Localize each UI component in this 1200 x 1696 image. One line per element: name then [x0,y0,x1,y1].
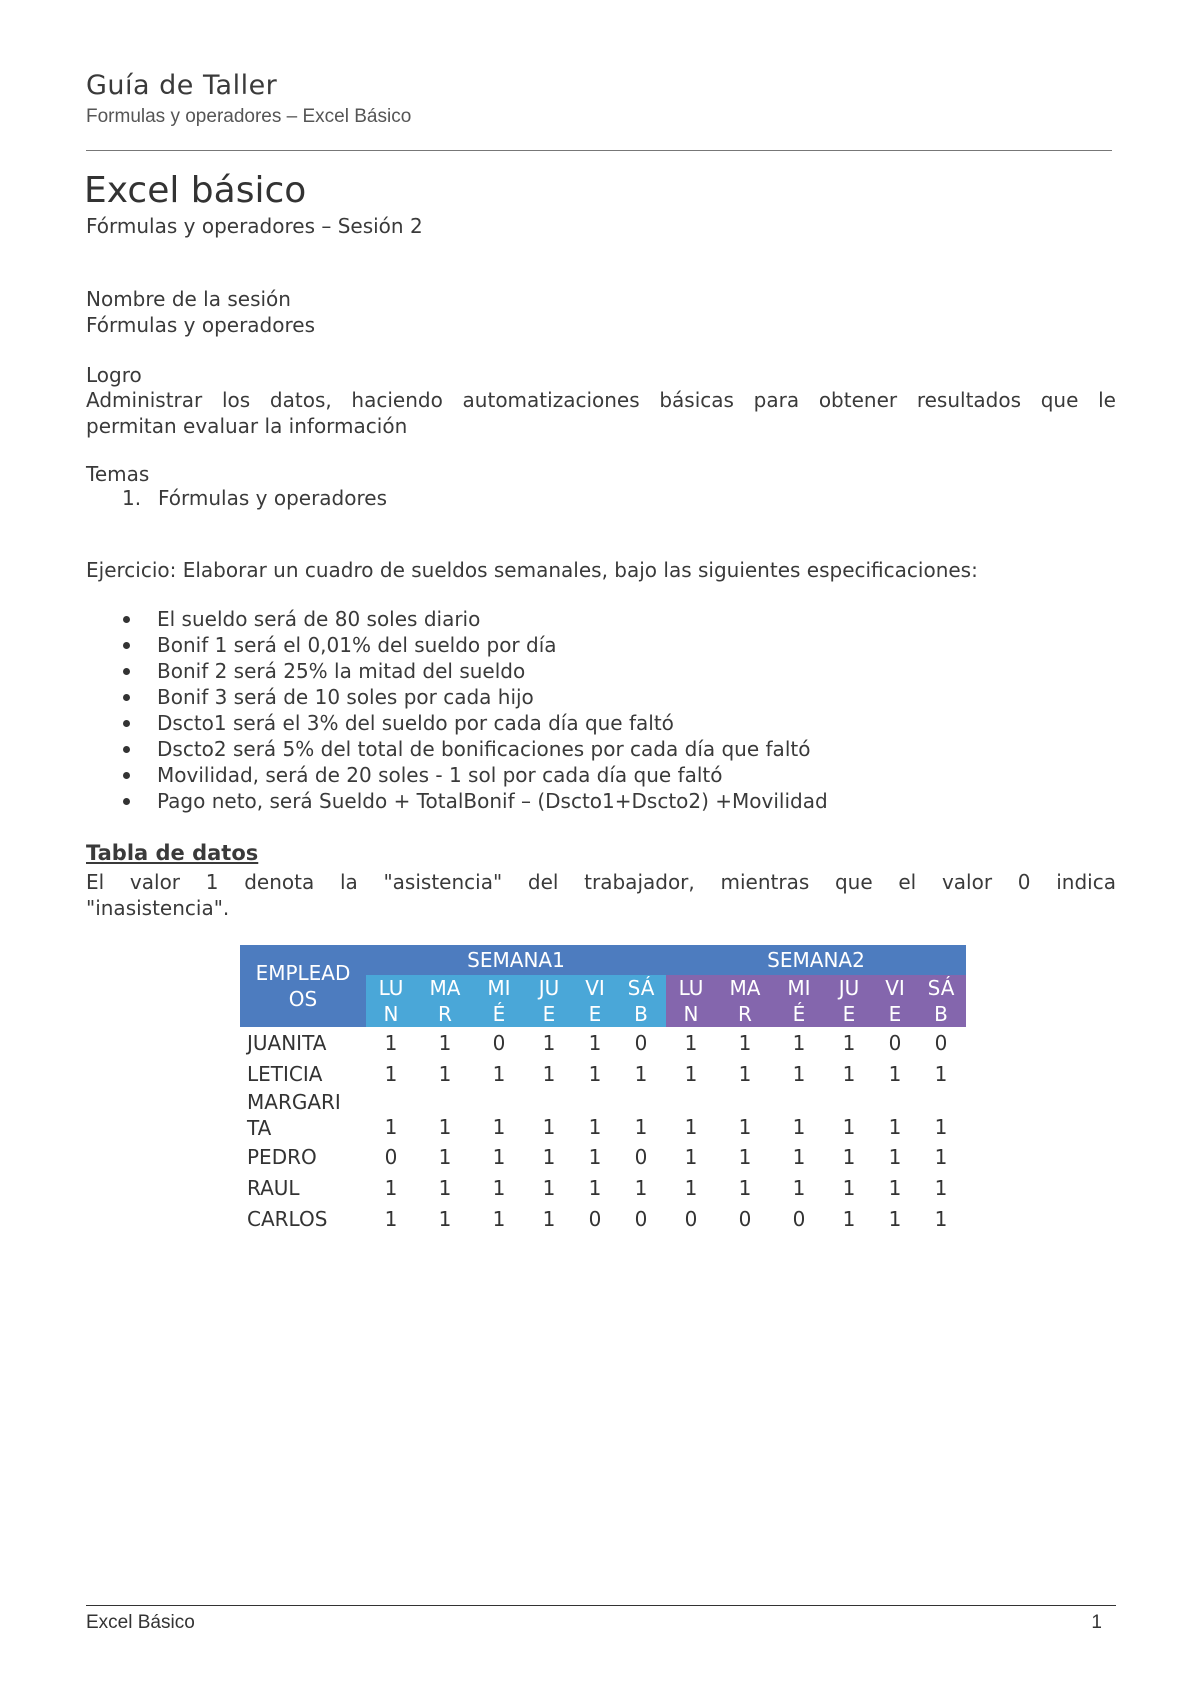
topic-text: Fórmulas y operadores [158,486,387,510]
exercise-intro: Ejercicio: Elaborar un cuadro de sueldos semanales, bajo las siguientes especificaciones: [86,558,978,582]
attendance-cell: 1 [588,1175,602,1200]
attendance-cell: 1 [438,1061,452,1086]
attendance-cell: 1 [792,1175,806,1200]
attendance-cell: 1 [792,1115,806,1139]
day-header [716,975,774,1027]
list-item: Bonif 2 será 25% la mitad del sueldo [120,658,828,684]
cell-text-part: E [888,1002,902,1026]
list-item: Dscto2 será 5% del total de bonificaciones por cada día que faltó [120,736,828,762]
bullet-icon [123,694,130,701]
goal-text-line2: permitan evaluar la información [86,414,408,438]
attendance-cell: 0 [492,1030,506,1055]
attendance-cell: 0 [588,1206,602,1231]
day-header [666,975,716,1027]
attendance-cell: 0 [384,1144,398,1169]
goal-text-line1: Administrar los datos, haciendo automatizaciones básicas para obtener resultados que le [86,388,1116,412]
week1-header: SEMANA1 [366,945,666,975]
cell-text-part: JU [838,976,860,1000]
attendance-cell: 1 [542,1030,556,1055]
bullet-icon [123,746,130,753]
day-header [616,975,666,1027]
session-label: Nombre de la sesión [86,287,291,311]
guide-title: Guía de Taller [86,70,278,101]
header-divider [86,150,1112,151]
attendance-cell: 1 [842,1115,856,1139]
attendance-cell: 1 [934,1115,948,1139]
bullet-icon [123,642,130,649]
topic-item [122,485,387,511]
attendance-cell: 1 [634,1061,648,1086]
table-row [240,1058,966,1089]
footer-text: Excel Básico [86,1612,195,1633]
cell-text-part: LU [378,976,404,1000]
page-number: 1 [1091,1612,1102,1633]
attendance-cell: 1 [492,1175,506,1200]
attendance-cell: 1 [384,1175,398,1200]
cell-text-part: MA [429,976,461,1000]
cell-text-part: JU [538,976,560,1000]
attendance-cell: 1 [888,1206,902,1231]
attendance-cell: 1 [492,1115,506,1139]
attendance-cell: 1 [384,1030,398,1055]
cell-text-part: VI [885,976,905,1000]
attendance-cell: 1 [738,1175,752,1200]
cell-text-part: É [792,1002,806,1026]
cell-text-part: SÁ [627,976,655,1000]
day-header [824,975,874,1027]
cell-text-part: B [934,1002,948,1026]
attendance-cell: 1 [684,1061,698,1086]
data-table-heading: Tabla de datos [86,841,259,865]
cell-text-part: MI [487,976,511,1000]
bullet-icon [123,798,130,805]
attendance-cell: 1 [384,1206,398,1231]
cell-text-part: R [738,1002,752,1026]
table-row [240,1027,966,1058]
cell-text-part: E [842,1002,856,1026]
bullet-icon [123,720,130,727]
cell-text-part: N [383,1002,399,1026]
list-item: Dscto1 será el 3% del sueldo por cada día que faltó [120,710,828,736]
cell-text-part: OS [288,987,318,1011]
attendance-cell: 0 [934,1030,948,1055]
week2-header: SEMANA2 [666,945,966,975]
employee-name: LETICIA [247,1061,323,1086]
attendance-cell: 1 [542,1175,556,1200]
attendance-cell: 1 [384,1061,398,1086]
attendance-cell: 1 [588,1144,602,1169]
attendance-cell: 0 [738,1206,752,1231]
attendance-cell: 1 [738,1030,752,1055]
attendance-cell: 1 [684,1144,698,1169]
attendance-cell: 1 [438,1144,452,1169]
attendance-cell: 1 [588,1061,602,1086]
attendance-cell: 1 [634,1115,648,1139]
day-header [524,975,574,1027]
cell-text-part: VI [585,976,605,1000]
footer-divider [86,1605,1116,1606]
day-header [774,975,824,1027]
topic-number: 1. [122,486,142,510]
attendance-cell: 1 [438,1115,452,1139]
attendance-cell: 0 [792,1206,806,1231]
attendance-cell: 0 [634,1206,648,1231]
attendance-cell: 1 [738,1115,752,1139]
bullet-icon [123,772,130,779]
attendance-cell: 1 [588,1030,602,1055]
attendance-cell: 1 [888,1115,902,1139]
bullet-icon [123,616,130,623]
cell-text-part: B [634,1002,648,1026]
attendance-cell: 1 [542,1206,556,1231]
cell-text-part: E [588,1002,602,1026]
attendance-cell: 1 [842,1061,856,1086]
list-item: Movilidad, será de 20 soles - 1 sol por cada día que faltó [120,762,828,788]
day-header [474,975,524,1027]
list-item: El sueldo será de 80 soles diario [120,606,828,632]
attendance-cell: 0 [684,1206,698,1231]
day-header [416,975,474,1027]
attendance-cell: 1 [492,1061,506,1086]
attendance-cell: 1 [934,1175,948,1200]
table-row [240,1203,966,1234]
employee-name: PEDRO [247,1144,317,1169]
attendance-cell: 1 [842,1144,856,1169]
attendance-cell: 1 [542,1061,556,1086]
attendance-cell: 1 [438,1030,452,1055]
document-subtitle: Fórmulas y operadores – Sesión 2 [86,214,423,238]
day-header [874,975,916,1027]
cell-text-part: MARGARI [247,1090,341,1114]
table-row [240,1089,966,1141]
attendance-cell: 0 [888,1030,902,1055]
day-header [366,975,416,1027]
employee-name: CARLOS [247,1206,328,1231]
attendance-cell: 1 [934,1061,948,1086]
employees-header [240,945,366,1027]
attendance-cell: 1 [792,1061,806,1086]
cell-text-part: R [438,1002,452,1026]
cell-text-part: MA [729,976,761,1000]
attendance-cell: 1 [842,1030,856,1055]
attendance-cell: 0 [634,1030,648,1055]
list-item: Bonif 1 será el 0,01% del sueldo por día [120,632,828,658]
guide-subtitle: Formulas y operadores – Excel Básico [86,106,412,127]
specification-list [120,606,828,814]
list-item: Bonif 3 será de 10 soles por cada hijo [120,684,828,710]
data-description-line1: El valor 1 denota la "asistencia" del trabajador, mientras que el valor 0 indica [86,870,1116,894]
goal-label: Logro [86,363,142,387]
attendance-cell: 0 [634,1144,648,1169]
table-row [240,1172,966,1203]
cell-text-part: E [542,1002,556,1026]
attendance-cell: 1 [842,1175,856,1200]
attendance-cell: 1 [438,1206,452,1231]
attendance-cell: 1 [934,1206,948,1231]
attendance-cell: 1 [888,1061,902,1086]
attendance-cell: 1 [888,1175,902,1200]
attendance-cell: 1 [492,1206,506,1231]
cell-text-part: EMPLEAD [255,961,351,985]
attendance-cell: 1 [384,1115,398,1139]
attendance-cell: 1 [634,1175,648,1200]
attendance-cell: 1 [738,1144,752,1169]
attendance-cell: 1 [792,1030,806,1055]
attendance-cell: 1 [542,1144,556,1169]
employee-name: RAUL [247,1175,300,1200]
employee-name: JUANITA [247,1030,327,1055]
attendance-cell: 1 [588,1115,602,1139]
attendance-table [240,945,966,1234]
cell-text-part: MI [787,976,811,1000]
list-item: Pago neto, será Sueldo + TotalBonif – (Dscto1+Dscto2) +Movilidad [120,788,828,814]
session-value: Fórmulas y operadores [86,313,315,337]
cell-text-part: É [492,1002,506,1026]
cell-text-part: LU [678,976,704,1000]
attendance-cell: 1 [542,1115,556,1139]
attendance-cell: 1 [792,1144,806,1169]
attendance-cell: 1 [934,1144,948,1169]
cell-text-part: SÁ [927,976,955,1000]
data-description-line2: "inasistencia". [86,896,230,920]
attendance-cell: 1 [842,1206,856,1231]
attendance-cell: 1 [888,1144,902,1169]
attendance-cell: 1 [684,1030,698,1055]
cell-text-part: TA [247,1116,272,1140]
table-row [240,1141,966,1172]
attendance-cell: 1 [492,1144,506,1169]
document-title: Excel básico [84,170,307,211]
employee-name [240,1089,366,1141]
attendance-cell: 1 [438,1175,452,1200]
attendance-cell: 1 [684,1115,698,1139]
bullet-icon [123,668,130,675]
topics-label: Temas [86,462,150,486]
day-header [574,975,616,1027]
attendance-cell: 1 [684,1175,698,1200]
cell-text-part: N [683,1002,699,1026]
attendance-cell: 1 [738,1061,752,1086]
day-header [916,975,966,1027]
